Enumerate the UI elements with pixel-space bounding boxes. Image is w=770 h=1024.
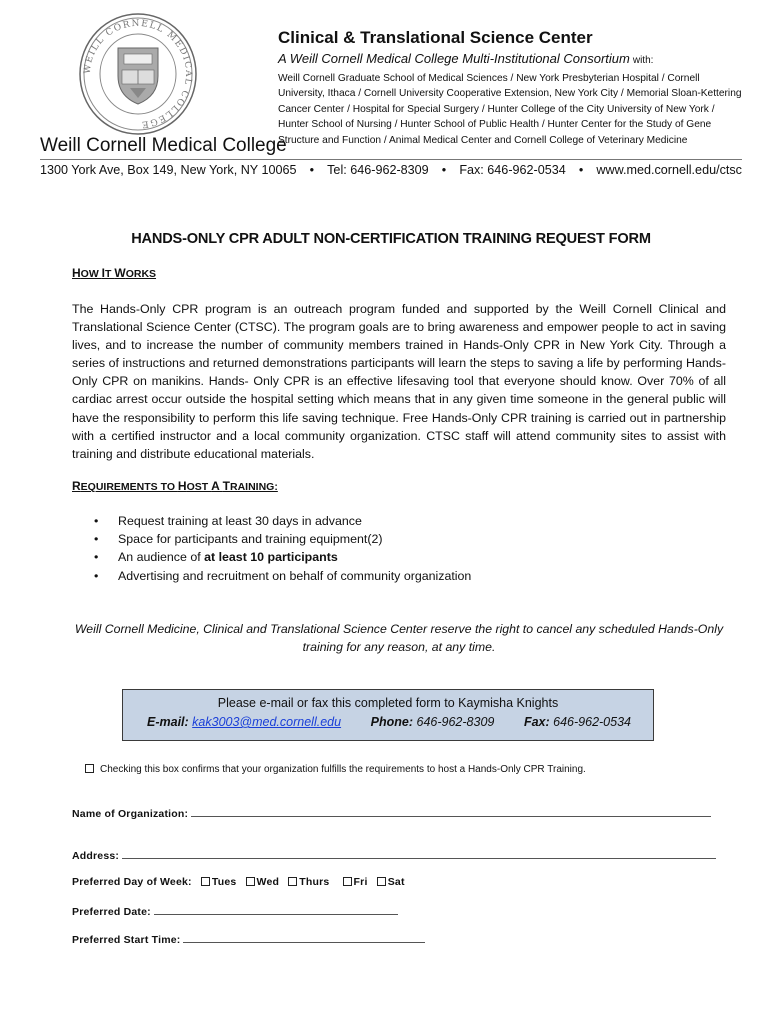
program-description: The Hands-Only CPR program is an outreach program funded and supported by the Weill Cornell Clinical and Translational Science Center (CTSC). The program goals are to bring awareness and empower people to act in saving lives, and to increase the number of community members trained in Hands-Only CPR in New York City. Through a series of instructions and returned demonstrations participants will learn the steps to saving a life by performing Hands-Only CPR on manikins. Hands- Only CPR is an effective lifesaving tool that everyone should know. Over 70% of all cardiac arrest occur outside the hospital setting which means that in any given time someone in the general public will have the responsibility to perform this life saving technique. Free Hands-Only CPR training is carried out in partnership with a certified instructor and a local community organization. CTSC staff will attend community sites to assist with training and distribute educational materials. — [72, 302, 726, 461]
email-link[interactable]: kak3003@med.cornell.edu — [192, 715, 342, 729]
how-it-works-heading: HOW IT WORKS — [72, 266, 157, 280]
confirm-text: Checking this box confirms that your organization fulfills the requirements to host a Hands-Only CPR Training. — [100, 764, 586, 775]
college-seal-logo — [78, 12, 198, 136]
preferred-date-input[interactable] — [154, 904, 398, 915]
phone-contact: Phone: 646-962-8309 — [370, 715, 495, 729]
submission-instructions: Please e-mail or fax this completed form to Kaymisha Knights — [217, 696, 559, 710]
preferred-day-field — [72, 876, 411, 888]
day-checkbox[interactable] — [377, 877, 386, 886]
consortium-line — [278, 51, 653, 66]
requirements-heading: REQUIREMENTS TO HOST A TRAINING: — [72, 479, 278, 493]
organization-input[interactable] — [191, 806, 711, 817]
address-input[interactable] — [122, 848, 716, 859]
contact-line — [40, 163, 742, 177]
contact-tel: Tel: 646-962-8309 — [327, 163, 429, 177]
day-checkbox[interactable] — [246, 877, 255, 886]
bold-requirement: at least 10 participants — [204, 550, 338, 565]
list-item: • Space for participants and training equipment(2) — [94, 530, 471, 548]
confirm-checkbox[interactable] — [85, 764, 94, 773]
organization-field — [72, 806, 711, 820]
college-name: Weill Cornell Medical College — [40, 135, 287, 156]
list-item: • An audience of at least 10 participants — [94, 548, 471, 566]
day-option-tues[interactable]: Tues — [201, 876, 237, 888]
preferred-date-field — [72, 904, 398, 918]
header-divider — [40, 159, 742, 160]
requirements-list — [94, 512, 471, 585]
list-item: • Advertising and recruitment on behalf of community organization — [94, 567, 471, 585]
svg-text:WEILL CORNELL MEDICAL COLLEGE: WEILL CORNELL MEDICAL COLLEGE — [82, 18, 194, 130]
preferred-time-field — [72, 932, 425, 946]
preferred-day-label: Preferred Day of Week: — [72, 876, 192, 888]
preferred-date-label: Preferred Date: — [72, 906, 151, 918]
day-option-sat[interactable]: Sat — [377, 876, 405, 888]
day-checkbox[interactable] — [343, 877, 352, 886]
contact-separator: • — [441, 163, 447, 177]
address-label: Address: — [72, 850, 120, 862]
preferred-time-input[interactable] — [183, 932, 425, 943]
day-option-fri[interactable]: Fri — [343, 876, 368, 888]
fax-contact: Fax: 646-962-0534 — [523, 715, 631, 729]
day-checkbox[interactable] — [288, 877, 297, 886]
form-title: HANDS-ONLY CPR ADULT NON-CERTIFICATION TRAINING REQUEST FORM — [131, 231, 651, 247]
submission-contacts — [147, 715, 631, 729]
contact-separator: • — [578, 163, 584, 177]
organization-label: Name of Organization: — [72, 808, 189, 820]
list-item: • Request training at least 30 days in advance — [94, 512, 471, 530]
address-field — [72, 848, 716, 862]
contact-website: www.med.cornell.edu/ctsc — [596, 163, 742, 177]
contact-address: 1300 York Ave, Box 149, New York, NY 10065 — [40, 163, 297, 177]
consortium-suffix: with: — [632, 55, 654, 66]
consortium-text: A Weill Cornell Medical College Multi-Institutional Consortium — [278, 51, 630, 66]
day-checkbox[interactable] — [201, 877, 210, 886]
member-institutions: Weill Cornell Graduate School of Medical Sciences / New York Presbyterian Hospital / Cornell University, Ithaca / Cornell University Cooperative Extension, New York City / Memorial Sloan-Kettering Cancer Center / Hospital for Special Surgery / Hunter College of the City University of New York / Hunter School of Nursing / Hunter School of Public Health / Hunter Center for the Study of Gene Structure and Function / Animal Medical Center and Cornell College of Veterinary Medicine — [278, 73, 742, 146]
day-option-thurs[interactable]: Thurs — [288, 876, 329, 888]
contact-separator: • — [309, 163, 315, 177]
preferred-time-label: Preferred Start Time: — [72, 934, 181, 946]
day-option-wed[interactable]: Wed — [246, 876, 280, 888]
cancellation-disclaimer: Weill Cornell Medicine, Clinical and Translational Science Center reserve the right to cancel any scheduled Hands-Only training for any reason, at any time. — [74, 622, 724, 654]
confirm-row — [85, 764, 586, 775]
email-contact: E-mail: kak3003@med.cornell.edu — [147, 715, 342, 729]
submission-info-box — [122, 689, 654, 741]
contact-fax: Fax: 646-962-0534 — [459, 163, 566, 177]
center-title: Clinical & Translational Science Center — [278, 28, 593, 47]
